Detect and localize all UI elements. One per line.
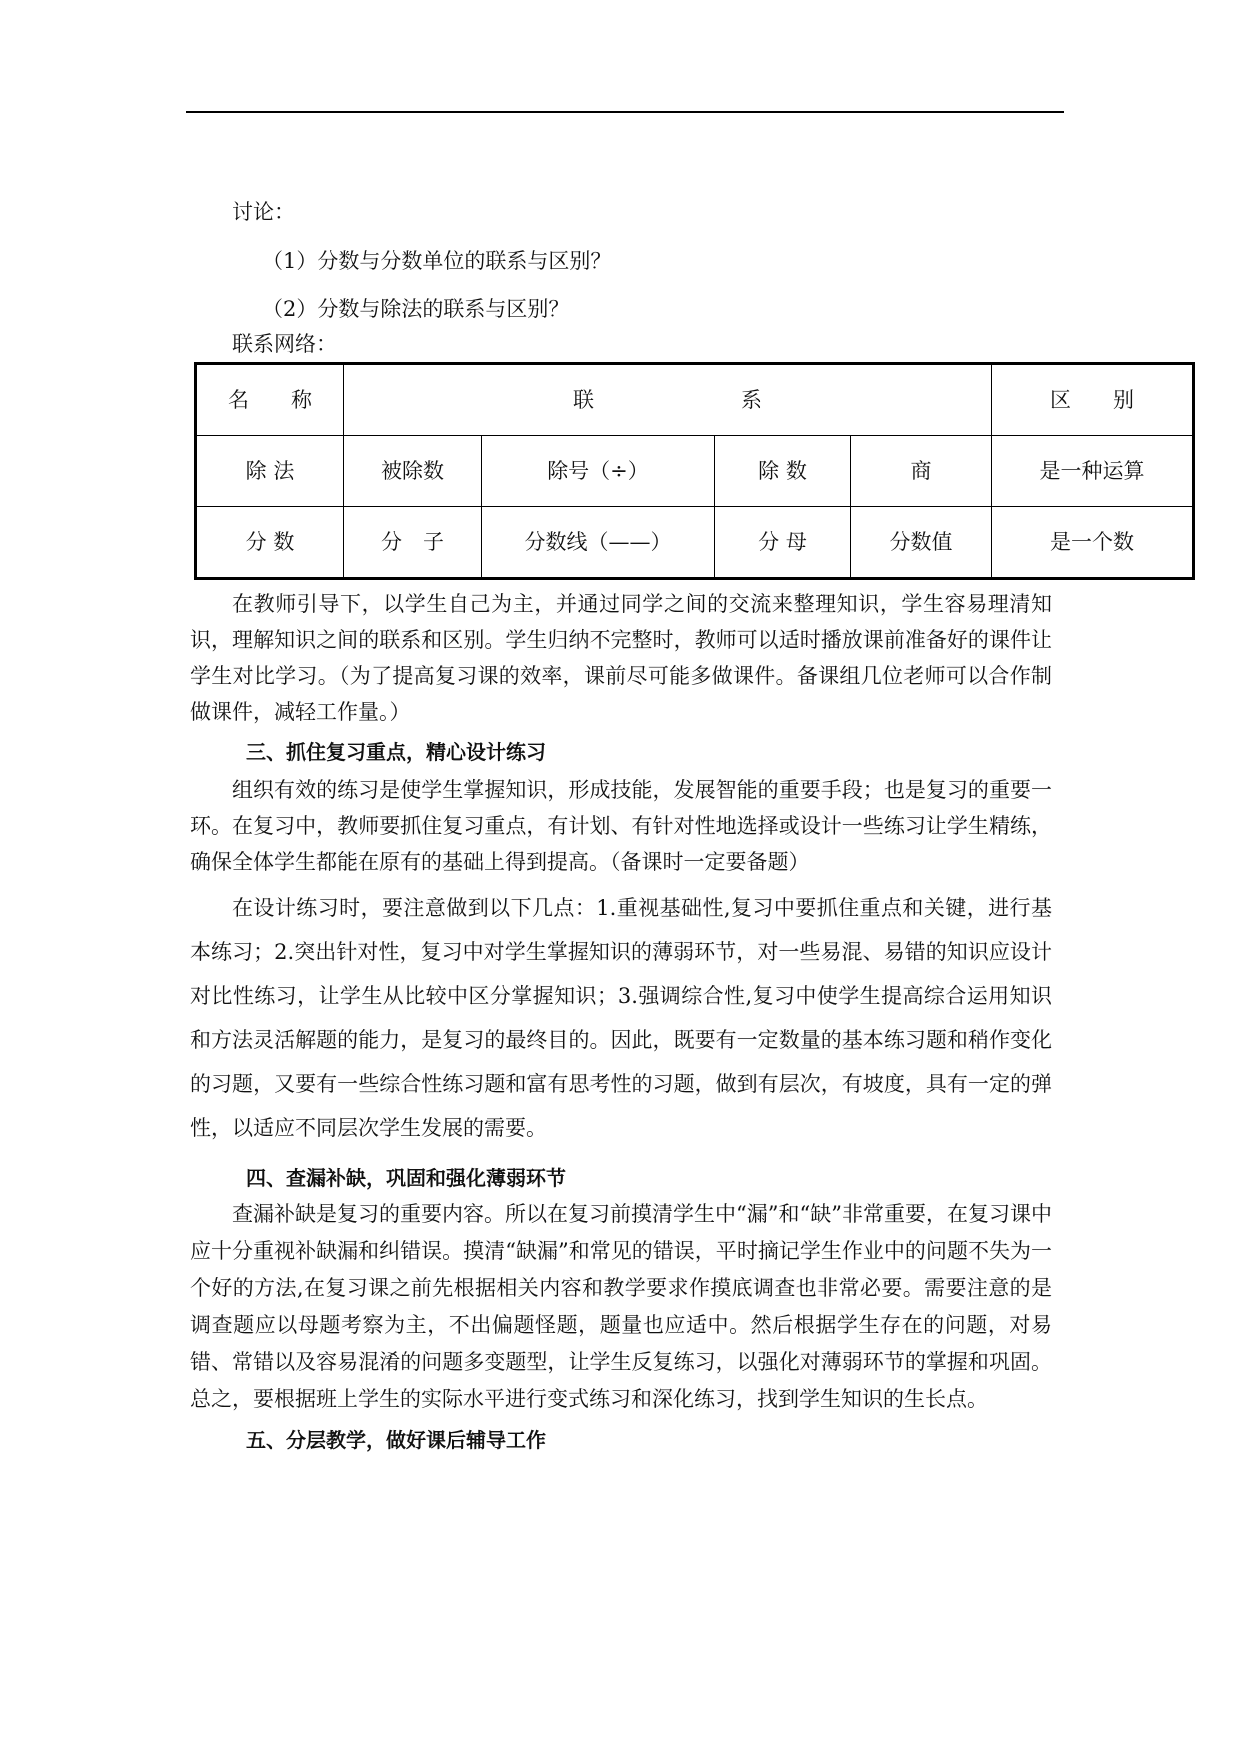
header-relation: 联 系	[344, 364, 992, 436]
section-heading-5: 五、分层教学，做好课后辅导工作	[246, 1428, 546, 1452]
section-heading-4: 四、查漏补缺，巩固和强化薄弱环节	[246, 1166, 566, 1190]
cell-name: 除 法	[196, 436, 344, 507]
document-body	[190, 198, 1145, 1458]
cell: 分 母	[715, 507, 851, 579]
cell: 除 数	[715, 436, 851, 507]
cell-difference: 是一种运算	[992, 436, 1194, 507]
discussion-question-1: （1）分数与分数单位的联系与区别？	[262, 249, 612, 273]
header-rule	[186, 111, 1064, 113]
cell: 被除数	[344, 436, 482, 507]
header-difference: 区 别	[992, 364, 1194, 436]
network-label: 联系网络：	[232, 332, 337, 356]
cell: 分数线（——）	[482, 507, 715, 579]
paragraph-teacher-guidance: 在教师引导下，以学生自己为主，并通过同学之间的交流来整理知识，学生容易理清知识，理解知识之间的联系和区别。学生归纳不完整时，教师可以适时播放课前准备好的课件让学生对比学习。（为了提高复习课的效率，课前尽可能多做课件。备课组几位老师可以合作制做课件，减轻工作量。）	[190, 592, 1052, 724]
cell: 分数值	[851, 507, 992, 579]
cell: 商	[851, 436, 992, 507]
relation-table	[194, 362, 1195, 580]
discussion-question-2: （2）分数与除法的联系与区别？	[262, 297, 570, 321]
section-heading-3: 三、抓住复习重点，精心设计练习	[246, 740, 546, 764]
table-row	[196, 436, 1194, 507]
discussion-label: 讨论：	[232, 200, 295, 224]
header-name: 名 称	[196, 364, 344, 436]
paragraph-practice-design: 组织有效的练习是使学生掌握知识，形成技能，发展智能的重要手段；也是复习的重要一环。在复习中，教师要抓住复习重点，有计划、有针对性地选择或设计一些练习让学生精练，确保全体学生都能在原有的基础上得到提高。（备课时一定要备题）	[190, 778, 1052, 874]
cell: 分 子	[344, 507, 482, 579]
paragraph-find-gaps: 查漏补缺是复习的重要内容。所以在复习前摸清学生中“漏”和“缺”非常重要，在复习课中应十分重视补缺漏和纠错误。摸清“缺漏”和常见的错误，平时摘记学生作业中的问题不失为一个好的方法,在复习课之前先根据相关内容和教学要求作摸底调查也非常必要。需要注意的是调查题应以母题考察为主，不出偏题怪题，题量也应适中。然后根据学生存在的问题，对易错、常错以及容易混淆的问题多变题型，让学生反复练习，以强化对薄弱环节的掌握和巩固。总之，要根据班上学生的实际水平进行变式练习和深化练习，找到学生知识的生长点。	[190, 1202, 1052, 1411]
cell-name: 分 数	[196, 507, 344, 579]
cell-difference: 是一个数	[992, 507, 1194, 579]
table-header-row	[196, 364, 1194, 436]
paragraph-practice-points: 在设计练习时，要注意做到以下几点：1.重视基础性,复习中要抓住重点和关键，进行基本练习；2.突出针对性，复习中对学生掌握知识的薄弱环节，对一些易混、易错的知识应设计对比性练习，让学生从比较中区分掌握知识；3.强调综合性,复习中使学生提高综合运用知识和方法灵活解题的能力，是复习的最终目的。因此，既要有一定数量的基本练习题和稍作变化的习题，又要有一些综合性练习题和富有思考性的习题，做到有层次，有坡度，具有一定的弹性，以适应不同层次学生发展的需要。	[190, 896, 1052, 1140]
cell: 除号（÷）	[482, 436, 715, 507]
table-row	[196, 507, 1194, 579]
